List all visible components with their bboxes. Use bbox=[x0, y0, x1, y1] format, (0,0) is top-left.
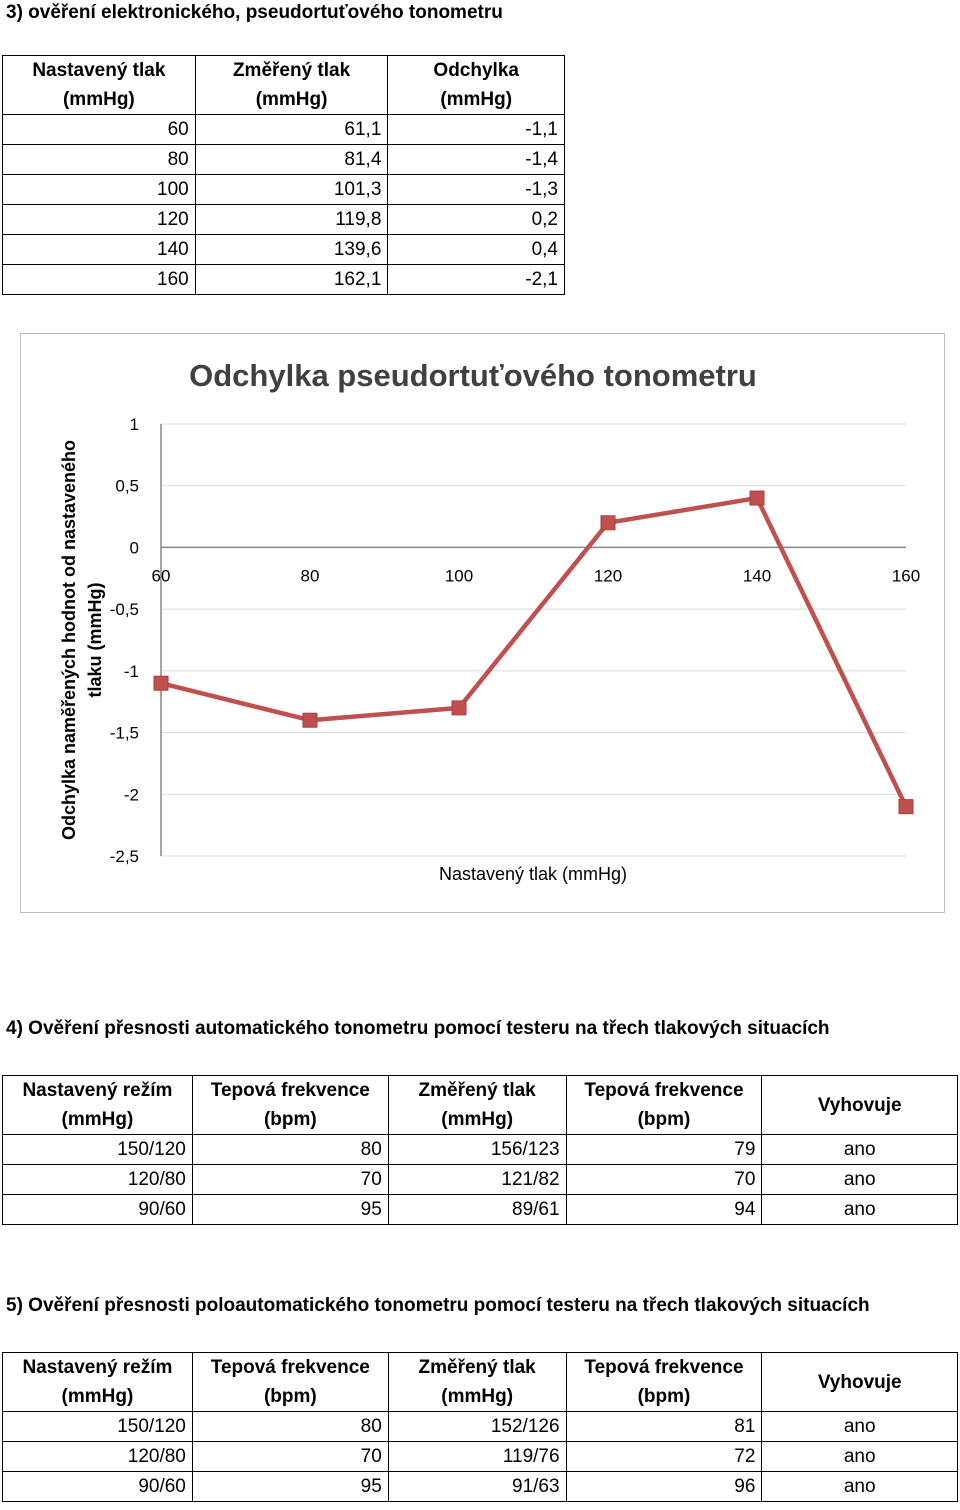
table-cell: 95 bbox=[192, 1195, 388, 1225]
data-point-marker bbox=[452, 701, 466, 715]
table-cell: 70 bbox=[192, 1442, 388, 1472]
table-cell: 60 bbox=[3, 115, 196, 145]
table-cell: -2,1 bbox=[388, 265, 565, 295]
x-tick-label: 80 bbox=[300, 566, 320, 586]
table-row bbox=[3, 265, 565, 295]
table-cell: 140 bbox=[3, 235, 196, 265]
y-tick-label: -1 bbox=[123, 661, 139, 681]
table-cell: 101,3 bbox=[195, 175, 388, 205]
section5-title: 5) Ověření přesnosti poloautomatického tonometru pomocí testeru na třech tlakových situacích bbox=[6, 1295, 870, 1316]
table-cell: 95 bbox=[192, 1472, 388, 1502]
table-cell: 90/60 bbox=[3, 1472, 193, 1502]
y-tick-label: 0,5 bbox=[115, 476, 139, 496]
header-measured-pressure-unit: (mmHg) bbox=[195, 85, 388, 115]
table-cell: ano bbox=[762, 1472, 958, 1502]
header-compliant: Vyhovuje bbox=[762, 1076, 958, 1135]
table-cell: 139,6 bbox=[195, 235, 388, 265]
table-row bbox=[3, 175, 565, 205]
table-cell: 120/80 bbox=[3, 1442, 193, 1472]
header-set-mode: Nastavený režím bbox=[3, 1076, 193, 1106]
y-axis-label-line: Odchylka naměřených hodnot od nastaveného bbox=[59, 439, 79, 841]
table-row bbox=[3, 1442, 958, 1472]
table-cell: 120 bbox=[3, 205, 196, 235]
y-tick-label: -0,5 bbox=[109, 600, 139, 620]
table-row bbox=[3, 1472, 958, 1502]
y-axis-label-line: tlaku (mmHg) bbox=[85, 582, 105, 698]
header-measured-pressure-unit: (mmHg) bbox=[388, 1105, 566, 1135]
header-deviation: Odchylka bbox=[388, 56, 565, 86]
series-line bbox=[161, 498, 906, 807]
table-cell: 80 bbox=[192, 1412, 388, 1442]
table-cell: 0,2 bbox=[388, 205, 565, 235]
header-heart-rate: Tepová frekvence bbox=[192, 1353, 388, 1383]
y-axis-label bbox=[59, 440, 105, 840]
table-cell: 150/120 bbox=[3, 1135, 193, 1165]
table-cell: 80 bbox=[3, 145, 196, 175]
table-cell: 89/61 bbox=[388, 1195, 566, 1225]
chart-svg bbox=[21, 334, 946, 914]
x-tick-label: 140 bbox=[742, 566, 772, 586]
table-cell: ano bbox=[762, 1195, 958, 1225]
table-cell: 156/123 bbox=[388, 1135, 566, 1165]
header-deviation-unit: (mmHg) bbox=[388, 85, 565, 115]
table-cell: 162,1 bbox=[195, 265, 388, 295]
table-row bbox=[3, 145, 565, 175]
table-cell: -1,4 bbox=[388, 145, 565, 175]
table-cell: 119/76 bbox=[388, 1442, 566, 1472]
table-cell: ano bbox=[762, 1165, 958, 1195]
table-cell: 79 bbox=[566, 1135, 762, 1165]
header-heart-rate-unit: (bpm) bbox=[192, 1382, 388, 1412]
header-measured-heart-rate: Tepová frekvence bbox=[566, 1353, 762, 1383]
table-cell: 152/126 bbox=[388, 1412, 566, 1442]
data-point-marker bbox=[601, 516, 615, 530]
table-cell: ano bbox=[762, 1135, 958, 1165]
data-point-marker bbox=[303, 713, 317, 727]
table-row bbox=[3, 235, 565, 265]
table-cell: ano bbox=[762, 1412, 958, 1442]
x-tick-label: 60 bbox=[151, 566, 171, 586]
x-axis-label: Nastavený tlak (mmHg) bbox=[438, 864, 628, 884]
data-point-marker bbox=[750, 491, 764, 505]
y-tick-label: 1 bbox=[129, 415, 139, 434]
header-measured-heart-rate-unit: (bpm) bbox=[566, 1105, 762, 1135]
table-cell: -1,3 bbox=[388, 175, 565, 205]
header-set-mode: Nastavený režím bbox=[3, 1353, 193, 1383]
header-measured-pressure: Změřený tlak bbox=[388, 1353, 566, 1383]
table-cell: 94 bbox=[566, 1195, 762, 1225]
header-compliant: Vyhovuje bbox=[762, 1353, 958, 1412]
chart-title: Odchylka pseudortuťového tonometru bbox=[189, 358, 757, 393]
header-measured-pressure-unit: (mmHg) bbox=[388, 1382, 566, 1412]
table-cell: ano bbox=[762, 1442, 958, 1472]
table-cell: 121/82 bbox=[388, 1165, 566, 1195]
table-cell: 90/60 bbox=[3, 1195, 193, 1225]
table-cell: 0,4 bbox=[388, 235, 565, 265]
y-tick-label: 0 bbox=[129, 538, 139, 558]
table-row bbox=[3, 205, 565, 235]
table-cell: 81,4 bbox=[195, 145, 388, 175]
header-heart-rate-unit: (bpm) bbox=[192, 1105, 388, 1135]
deviation-chart bbox=[20, 333, 945, 913]
table-cell: 81 bbox=[566, 1412, 762, 1442]
table-row bbox=[3, 1412, 958, 1442]
deviation-table bbox=[2, 55, 565, 295]
header-set-pressure: Nastavený tlak bbox=[3, 56, 196, 86]
data-point-marker bbox=[154, 676, 168, 690]
header-set-mode-unit: (mmHg) bbox=[3, 1382, 193, 1412]
table-cell: 91/63 bbox=[388, 1472, 566, 1502]
data-point-marker bbox=[899, 800, 913, 814]
table-cell: 96 bbox=[566, 1472, 762, 1502]
table-cell: 150/120 bbox=[3, 1412, 193, 1442]
table-row bbox=[3, 1195, 958, 1225]
header-measured-heart-rate-unit: (bpm) bbox=[566, 1382, 762, 1412]
y-tick-label: -1,5 bbox=[109, 723, 139, 743]
table-cell: 70 bbox=[566, 1165, 762, 1195]
table-cell: 120/80 bbox=[3, 1165, 193, 1195]
section3-title: 3) ověření elektronického, pseudortuťového tonometru bbox=[6, 2, 503, 23]
header-set-mode-unit: (mmHg) bbox=[3, 1105, 193, 1135]
x-tick-label: 120 bbox=[593, 566, 623, 586]
table-cell: 80 bbox=[192, 1135, 388, 1165]
table-cell: -1,1 bbox=[388, 115, 565, 145]
header-measured-pressure: Změřený tlak bbox=[388, 1076, 566, 1106]
y-tick-label: -2,5 bbox=[109, 847, 139, 866]
x-tick-label: 100 bbox=[444, 566, 474, 586]
semiautomatic-tonometer-table bbox=[2, 1352, 958, 1502]
table-row bbox=[3, 1135, 958, 1165]
section4-title: 4) Ověření přesnosti automatického tonometru pomocí testeru na třech tlakových situacích bbox=[6, 1018, 830, 1039]
header-measured-heart-rate: Tepová frekvence bbox=[566, 1076, 762, 1106]
table-row bbox=[3, 115, 565, 145]
y-tick-label: -2 bbox=[123, 785, 139, 805]
x-tick-label: 160 bbox=[891, 566, 921, 586]
table-cell: 119,8 bbox=[195, 205, 388, 235]
table-row bbox=[3, 1165, 958, 1195]
header-measured-pressure: Změřený tlak bbox=[195, 56, 388, 86]
header-heart-rate: Tepová frekvence bbox=[192, 1076, 388, 1106]
table-cell: 61,1 bbox=[195, 115, 388, 145]
table-cell: 100 bbox=[3, 175, 196, 205]
table-cell: 160 bbox=[3, 265, 196, 295]
table-cell: 72 bbox=[566, 1442, 762, 1472]
automatic-tonometer-table bbox=[2, 1075, 958, 1225]
header-set-pressure-unit: (mmHg) bbox=[3, 85, 196, 115]
table-cell: 70 bbox=[192, 1165, 388, 1195]
